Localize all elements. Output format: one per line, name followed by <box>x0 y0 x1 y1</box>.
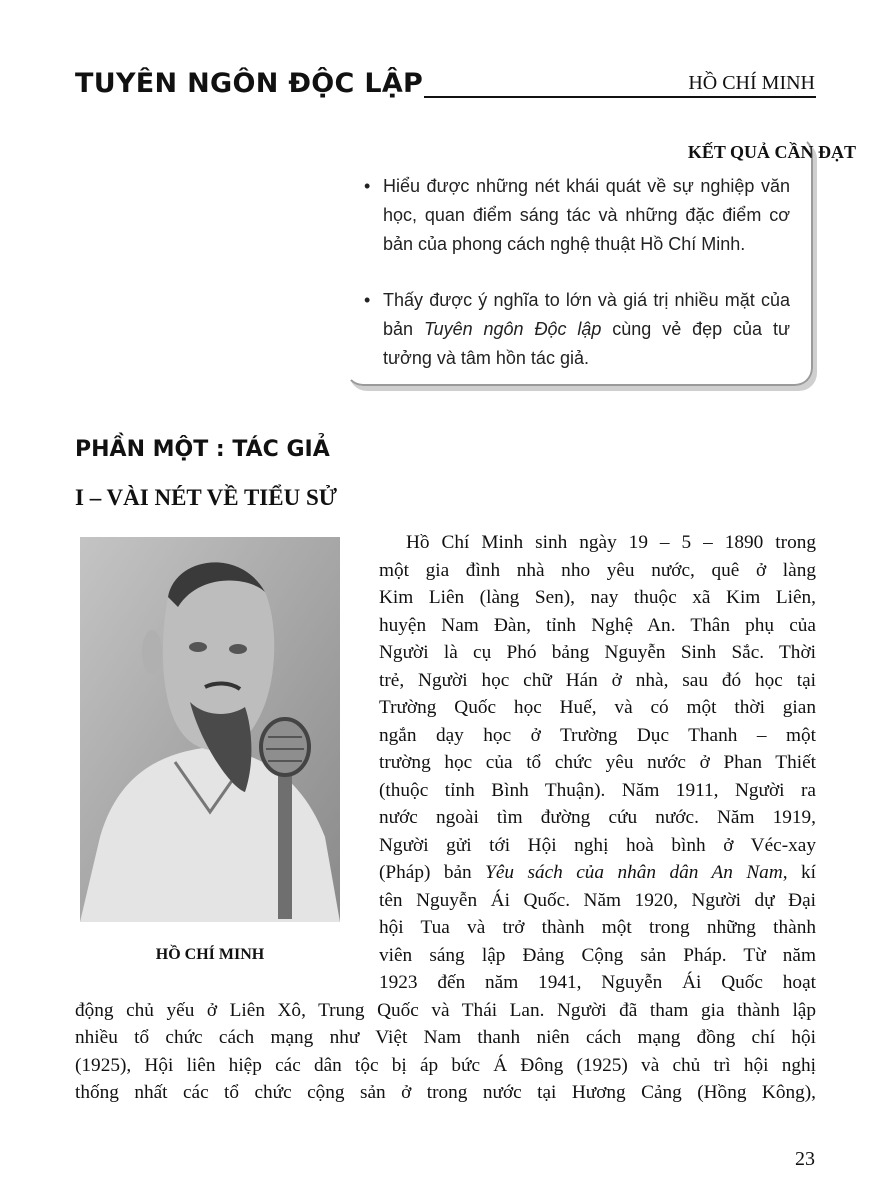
body-line: (1925), Hội liên hiệp các dân tộc bị áp bức Á Đông (1925) và chủ trì hội nghị <box>75 1054 816 1076</box>
body-line: một gia đình nhà nho yêu nước, quê ở làng <box>379 559 816 581</box>
body-line: Hồ Chí Minh sinh ngày 19 – 5 – 1890 trong <box>406 532 816 553</box>
chapter-author: HỒ CHÍ MINH <box>688 72 815 94</box>
body-line: (thuộc tỉnh Bình Thuận). Năm 1911, Người ra <box>379 779 816 801</box>
goal-item <box>364 172 790 259</box>
part-title: PHẦN MỘT : TÁC GIẢ <box>75 437 330 462</box>
goals-heading: KẾT QUẢ CẦN ĐẠT <box>687 142 856 162</box>
header-rule <box>424 96 816 98</box>
goal-text <box>383 286 790 373</box>
body-line: Người gửi tới Hội nghị hoà bình ở Véc-xay <box>379 834 816 856</box>
body-text: (Pháp) bản <box>379 862 486 883</box>
biography-text <box>75 529 816 1107</box>
body-line: huyện Nam Đàn, tỉnh Nghệ An. Thân phụ của <box>379 614 816 636</box>
body-line: viên sáng lập Đảng Cộng sản Pháp. Từ năm <box>379 944 816 966</box>
body-line: hội Tua và trở thành một trong những thành <box>379 917 816 938</box>
section-title: I – VÀI NÉT VỀ TIỂU SỬ <box>75 485 338 510</box>
body-line: nhiều tổ chức cách mạng như Việt Nam thanh niên cách mạng đồng chí hội <box>75 1027 816 1048</box>
body-line: động chủ yếu ở Liên Xô, Trung Quốc và Thái Lan. Người đã tham gia thành lập <box>75 999 816 1021</box>
book-title: Yêu sách của nhân dân An Nam <box>485 862 783 883</box>
body-line: Trường Quốc học Huế, và có một thời gian <box>379 697 816 718</box>
body-line: Kim Liên (làng Sen), nay thuộc xã Kim Liên, <box>379 587 816 608</box>
bullet-icon: • <box>364 176 371 196</box>
goal-text-italic: Tuyên ngôn Độc lập <box>423 319 602 339</box>
goal-text-start: Thấy được ý nghĩa to lớn và giá trị nhiều mặt của bản <box>383 290 790 339</box>
body-line: trường học của tổ chức yêu nước ở Phan Thiết <box>379 752 816 773</box>
body-line <box>379 859 816 887</box>
body-line: thống nhất các tổ chức cộng sản ở trong nước tại Hương Cảng (Hồng Kông), <box>75 1082 816 1103</box>
body-line: tên Nguyễn Ái Quốc. Năm 1920, Người dự Đại <box>379 889 816 911</box>
page-number: 23 <box>795 1148 815 1170</box>
body-line: nước ngoài tìm đường cứu nước. Năm 1919, <box>379 807 816 828</box>
body-text: , kí <box>782 862 816 883</box>
photo-caption: HỒ CHÍ MINH <box>155 946 265 963</box>
chapter-title: TUYÊN NGÔN ĐỘC LẬP <box>75 68 424 99</box>
body-line: ngắn dạy học ở Trường Dục Thanh – một <box>379 724 816 746</box>
bullet-icon: • <box>364 290 371 310</box>
body-line: Người là cụ Phó bảng Nguyễn Sinh Sắc. Thời <box>379 642 816 663</box>
body-line: trẻ, Người học chữ Hán ở nhà, sau đó học tại <box>379 669 816 691</box>
body-line: 1923 đến năm 1941, Nguyễn Ái Quốc hoạt <box>379 972 816 993</box>
goal-item <box>364 286 790 373</box>
goal-text: Hiểu được những nét khái quát về sự nghiệp văn học, quan điểm sáng tác và những đặc điểm cơ bản của phong cách nghệ thuật Hồ Chí Minh. <box>383 176 790 254</box>
goal-text-end: cùng vẻ đẹp của tư tưởng và tâm hồn tác giả. <box>383 319 790 368</box>
